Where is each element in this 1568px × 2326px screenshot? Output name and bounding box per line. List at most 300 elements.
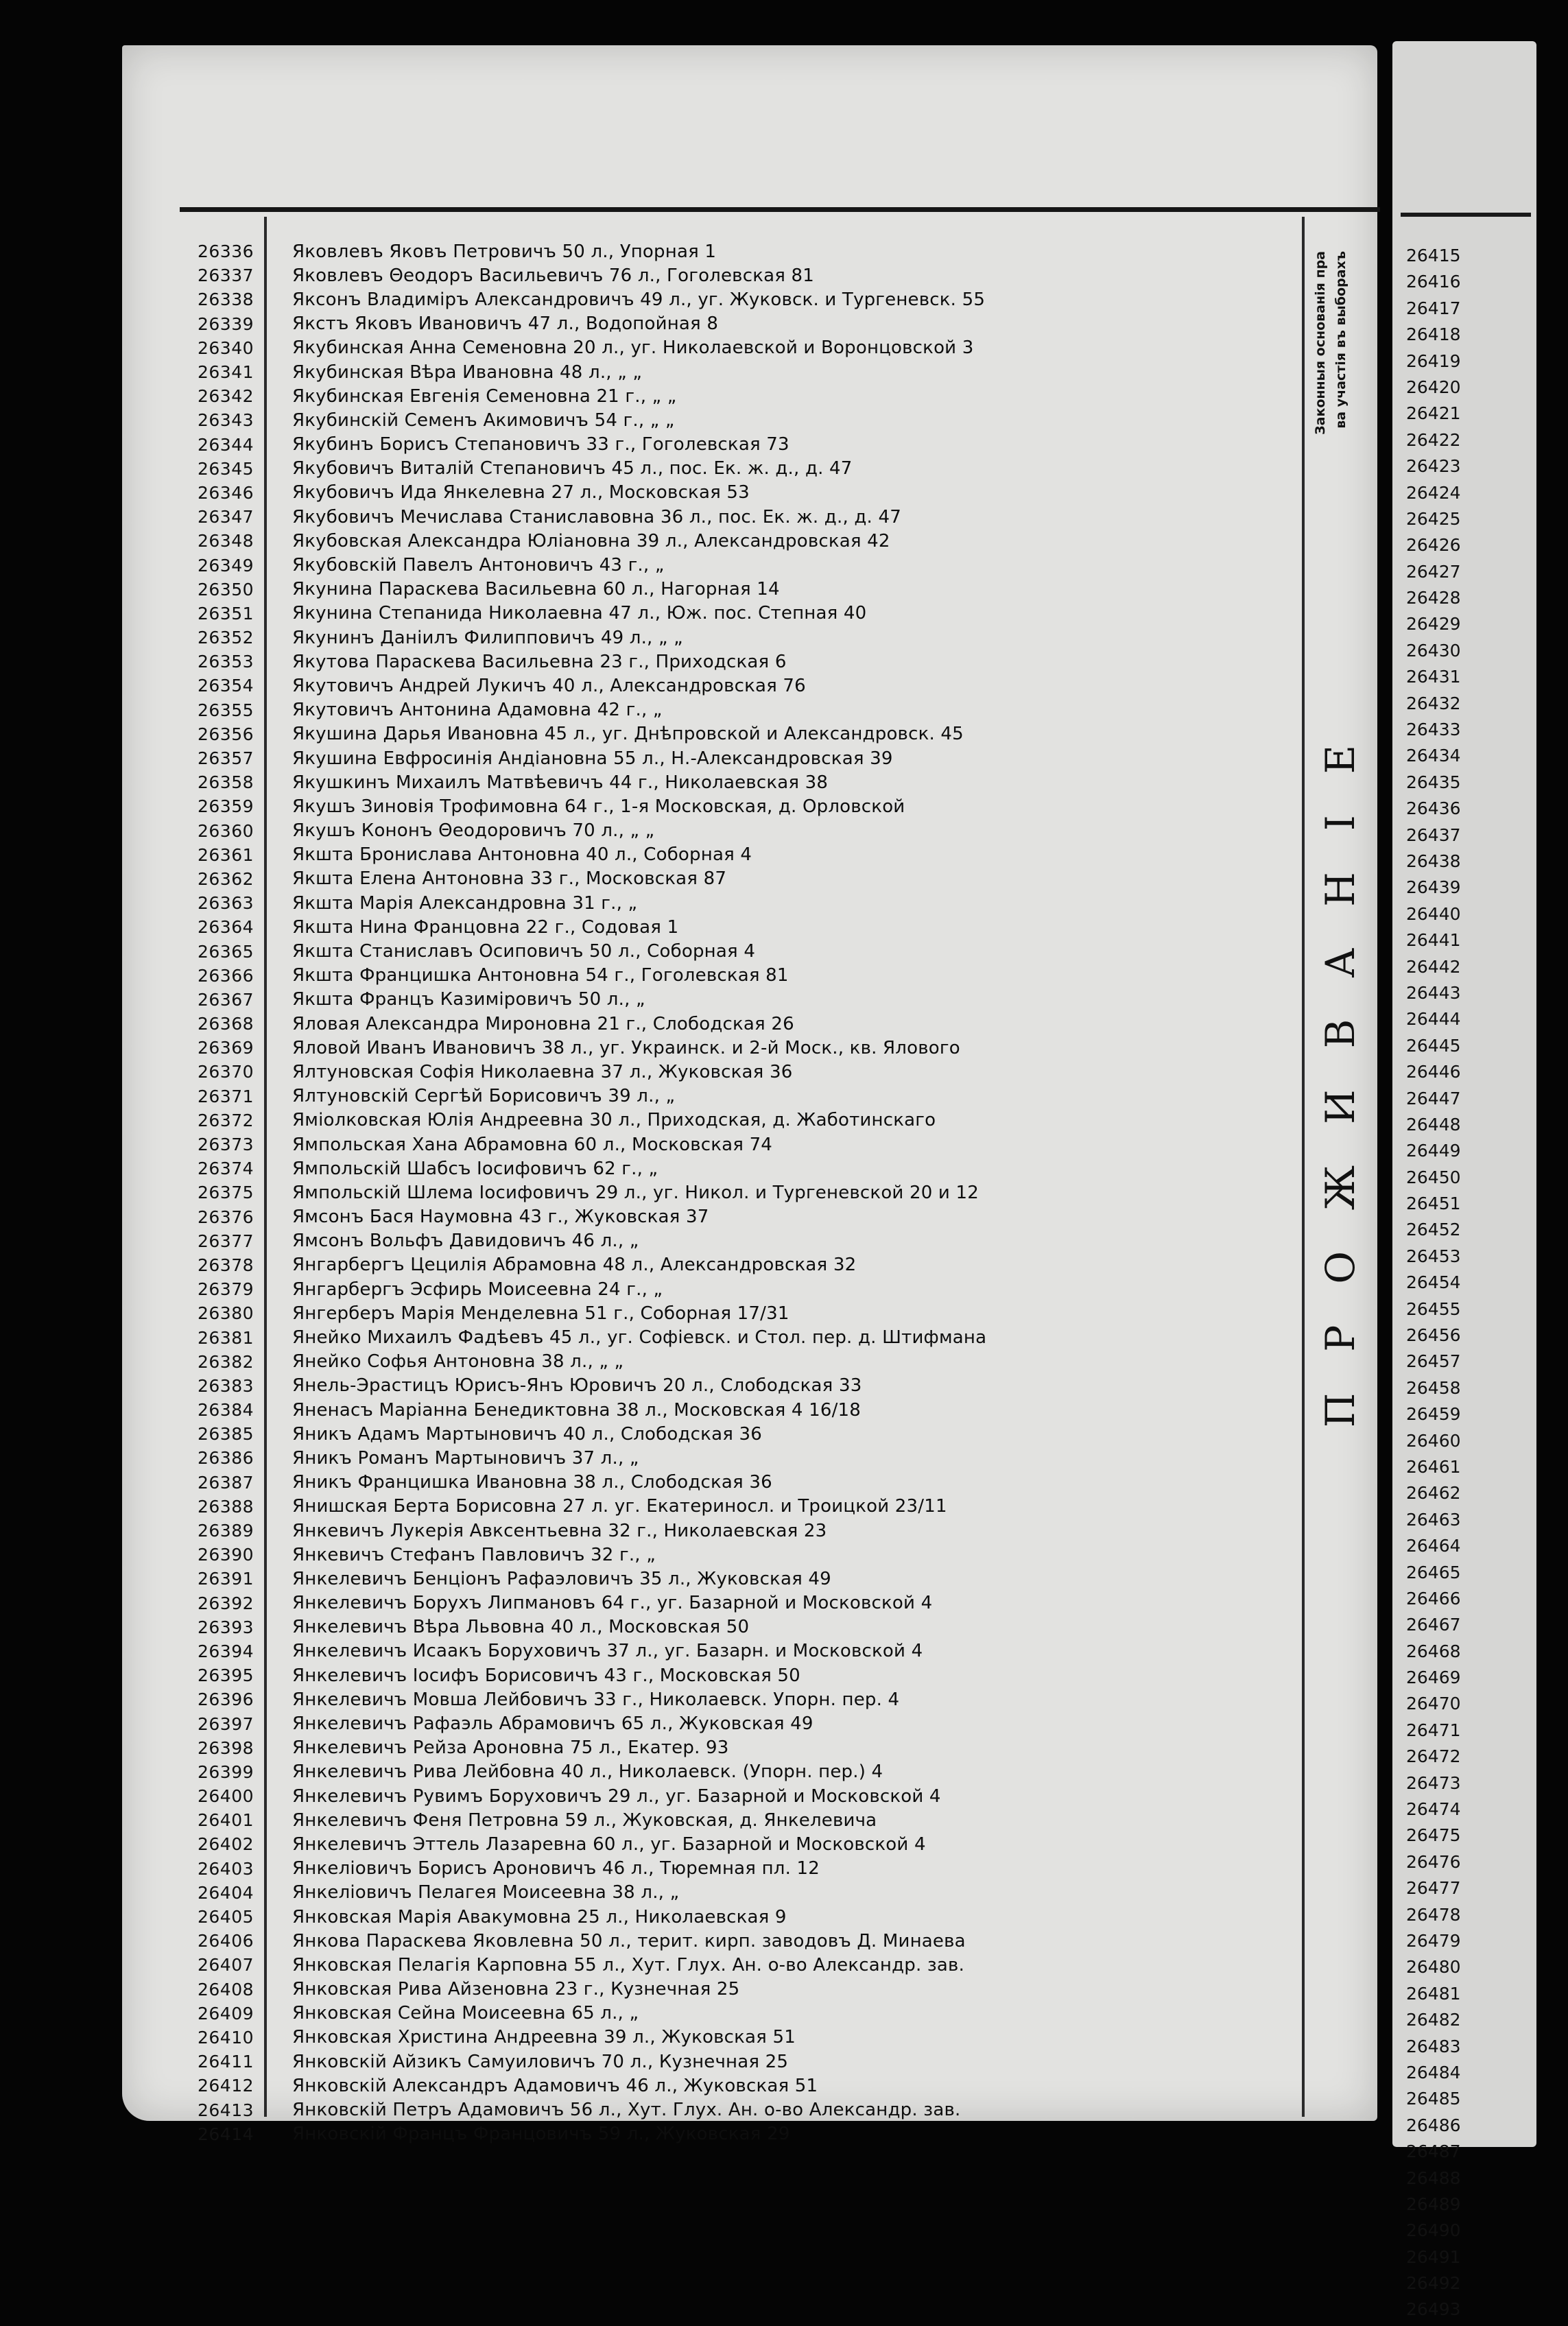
- adjacent-entry-number: 26415: [1406, 246, 1461, 265]
- entry-number: 26352: [198, 628, 254, 648]
- entry-number: 26392: [198, 1593, 254, 1613]
- adjacent-page-rule: [1401, 213, 1531, 217]
- entry-text: Якшта Францъ Казиміровичъ 50 л., „: [292, 989, 645, 1010]
- adjacent-entry-number: 26452: [1406, 1220, 1461, 1240]
- adjacent-entry-number: 26481: [1406, 1983, 1461, 2004]
- entry-text: Янкелевичъ Рафаэль Абрамовичъ 65 л., Жуковская 49: [292, 1713, 813, 1735]
- register-entry: [198, 1180, 1295, 1204]
- entry-text: Янгерберъ Марія Менделевна 51 г., Соборная 17/31: [292, 1303, 789, 1324]
- adjacent-entry-number: 26427: [1406, 561, 1461, 582]
- register-entry: [198, 939, 1295, 963]
- entry-number: 26346: [198, 482, 254, 503]
- register-entry: [198, 1953, 1295, 1977]
- entry-number: 26388: [198, 1496, 254, 1517]
- register-entry: [198, 1857, 1295, 1881]
- register-entry: [198, 891, 1295, 915]
- adjacent-entry-number: 26470: [1406, 1694, 1461, 1714]
- register-entry: [198, 794, 1295, 818]
- entry-text: Янковскій Францъ Францовичъ 59 л., Жуковская 29: [292, 2124, 790, 2145]
- entry-text: Янковскій Петръ Адамовичъ 56 л., Хут. Глух. Ан. о-во Александр. зав.: [292, 2100, 961, 2121]
- entry-number: 26384: [198, 1400, 254, 1421]
- adjacent-entry-number: 26476: [1406, 1851, 1461, 1872]
- entry-number: 26355: [198, 700, 254, 720]
- register-entry: [198, 263, 1295, 287]
- register-entry: [198, 1205, 1295, 1229]
- register-entry: [198, 481, 1295, 505]
- adjacent-entry-number: 26445: [1406, 1035, 1461, 1056]
- entry-text: Янишская Берта Борисовна 27 л. уг. Екатериносл. и Троицкой 23/11: [292, 1496, 947, 1517]
- adjacent-entry-number: 26486: [1406, 2115, 1461, 2135]
- adjacent-entry-number: 26433: [1406, 720, 1461, 740]
- entry-number: 26378: [198, 1255, 254, 1275]
- register-entry: [198, 626, 1295, 650]
- entry-text: Якубовская Александра Юліановна 39 л., Александровская 42: [292, 530, 890, 551]
- entry-number: 26341: [198, 362, 254, 383]
- adjacent-page-numbers: [1406, 246, 1461, 2326]
- adjacent-entry-number: 26490: [1406, 2220, 1461, 2241]
- entry-number: 26411: [198, 2052, 254, 2072]
- entry-text: Якубинъ Борисъ Степановичъ 33 г., Гоголевская 73: [292, 434, 789, 455]
- adjacent-entry-number: 26425: [1406, 508, 1461, 529]
- register-entry: [198, 1132, 1295, 1156]
- entry-text: Якутовичъ Антонина Адамовна 42 г., „: [292, 700, 663, 721]
- register-entry: [198, 505, 1295, 529]
- entry-number: 26339: [198, 313, 254, 334]
- entry-number: 26390: [198, 1545, 254, 1565]
- entry-text: Янкелевичъ Іосифъ Борисовичъ 43 г., Московская 50: [292, 1665, 800, 1686]
- adjacent-entry-number: 26453: [1406, 1246, 1461, 1266]
- adjacent-entry-number: 26491: [1406, 2246, 1461, 2267]
- register-entry: [198, 1156, 1295, 1180]
- adjacent-entry-number: 26485: [1406, 2089, 1461, 2109]
- register-entry: [198, 287, 1295, 311]
- entry-number: 26407: [198, 1955, 254, 1975]
- adjacent-entry-number: 26477: [1406, 1878, 1461, 1899]
- entry-text: Янковская Христина Андреевна 39 л., Жуковская 51: [292, 2027, 796, 2048]
- entry-text: Якушкинъ Михаилъ Матвѣевичъ 44 г., Николаевская 38: [292, 772, 829, 793]
- entry-number: 26406: [198, 1931, 254, 1951]
- adjacent-entry-number: 26493: [1406, 2299, 1461, 2320]
- entry-number: 26357: [198, 748, 254, 769]
- adjacent-entry-number: 26421: [1406, 403, 1461, 424]
- register-entry: [198, 1929, 1295, 1953]
- entry-number: 26361: [198, 844, 254, 865]
- register-entry: [198, 1446, 1295, 1470]
- entry-text: Янкелевичъ Борухъ Липмановъ 64 г., уг. Базарной и Московской 4: [292, 1593, 933, 1614]
- register-entry: [198, 2122, 1295, 2146]
- register-entry: [198, 1374, 1295, 1398]
- entry-text: Янкелевичъ Вѣра Львовна 40 л., Московская 50: [292, 1617, 750, 1638]
- adjacent-entry-number: 26418: [1406, 324, 1461, 345]
- entry-number: 26364: [198, 917, 254, 938]
- entry-text: Якубинская Анна Семеновна 20 л., уг. Николаевской и Воронцовской 3: [292, 337, 974, 359]
- adjacent-entry-number: 26458: [1406, 1377, 1461, 1398]
- entry-number: 26363: [198, 893, 254, 914]
- adjacent-entry-number: 26422: [1406, 429, 1461, 450]
- entry-text: Янкова Параскева Яковлевна 50 л., терит. кирп. заводовъ Д. Минаева: [292, 1930, 966, 1951]
- margin-column-header: [1307, 251, 1364, 539]
- register-entry: [198, 336, 1295, 360]
- adjacent-entry-number: 26479: [1406, 1931, 1461, 1951]
- adjacent-entry-number: 26480: [1406, 1957, 1461, 1978]
- section-title: [1317, 704, 1365, 1774]
- adjacent-entry-number: 26424: [1406, 482, 1461, 503]
- entry-number: 26404: [198, 1882, 254, 1903]
- register-entry: [198, 1905, 1295, 1929]
- entry-text: Яковлевъ Θеодоръ Васильевичъ 76 л., Гоголевская 81: [292, 265, 815, 286]
- entry-number: 26340: [198, 337, 254, 358]
- adjacent-entry-number: 26472: [1406, 1746, 1461, 1767]
- adjacent-entry-number: 26466: [1406, 1588, 1461, 1609]
- adjacent-entry-number: 26444: [1406, 1009, 1461, 1030]
- entry-number: 26345: [198, 458, 254, 479]
- register-entry: [198, 770, 1295, 794]
- entry-number: 26414: [198, 2124, 254, 2144]
- entry-text: Янковская Марія Авакумовна 25 л., Николаевская 9: [292, 1906, 787, 1927]
- entry-number: 26347: [198, 507, 254, 527]
- adjacent-entry-number: 26459: [1406, 1404, 1461, 1425]
- entry-text: Янкевичъ Стефанъ Павловичъ 32 г., „: [292, 1544, 656, 1565]
- entry-text: Яміолковская Юлія Андреевна 30 л., Приходская, д. Жаботинскаго: [292, 1110, 936, 1131]
- adjacent-entry-number: 26417: [1406, 298, 1461, 318]
- adjacent-entry-number: 26426: [1406, 535, 1461, 556]
- adjacent-entry-number: 26450: [1406, 1167, 1461, 1187]
- register-entry: [198, 2074, 1295, 2098]
- entry-number: 26360: [198, 820, 254, 841]
- register-entry: [198, 1639, 1295, 1663]
- entry-number: 26342: [198, 386, 254, 407]
- entry-text: Якубовичъ Ида Янкелевна 27 л., Московская 53: [292, 482, 750, 503]
- entry-text: Якшта Францишка Антоновна 54 г., Гоголевская 81: [292, 965, 789, 986]
- section-title-text: ПРОЖИВАНІЕ: [1317, 704, 1364, 1428]
- register-entry: [198, 1567, 1295, 1591]
- entry-text: Якубинскій Семенъ Акимовичъ 54 г., „ „: [292, 410, 675, 431]
- entry-number: 26400: [198, 1786, 254, 1807]
- adjacent-entry-number: 26482: [1406, 2010, 1461, 2030]
- entry-text: Яловой Иванъ Ивановичъ 38 л., уг. Украинск. и 2-й Моск., кв. Ялового: [292, 1037, 960, 1058]
- adjacent-entry-number: 26469: [1406, 1668, 1461, 1688]
- entry-number: 26380: [198, 1303, 254, 1324]
- adjacent-entry-number: 26488: [1406, 2168, 1461, 2188]
- register-entry: [198, 239, 1295, 263]
- margin-note-line-1: Законныя основанія пра: [1313, 251, 1328, 435]
- entry-text: Яникъ Францишка Ивановна 38 л., Слободская 36: [292, 1472, 772, 1493]
- header-rule: [180, 207, 1380, 212]
- adjacent-entry-number: 26430: [1406, 640, 1461, 661]
- register-entry: [198, 1832, 1295, 1856]
- register-entry: [198, 578, 1295, 602]
- entry-text: Янкелевичъ Рувимъ Боруховичъ 29 л., уг. Базарной и Московской 4: [292, 1785, 941, 1807]
- entry-text: Янкелевичъ Мовша Лейбовичъ 33 г., Николаевск. Упорн. пер. 4: [292, 1689, 900, 1710]
- entry-text: Янкелевичъ Рейза Ароновна 75 л., Екатер. 93: [292, 1737, 729, 1759]
- entry-text: Яникъ Адамъ Мартыновичъ 40 л., Слободская 36: [292, 1423, 762, 1445]
- entry-text: Янковская Пелагія Карповна 55 л., Хут. Глух. Ан. о-во Александр. зав.: [292, 1954, 965, 1975]
- adjacent-entry-number: 26420: [1406, 377, 1461, 397]
- adjacent-entry-number: 26438: [1406, 851, 1461, 871]
- entry-text: Янковская Рива Айзеновна 23 г., Кузнечная 25: [292, 1979, 740, 2000]
- entry-text: Яковлевъ Яковъ Петровичъ 50 л., Упорная 1: [292, 241, 717, 262]
- register-entry: [198, 2050, 1295, 2074]
- entry-number: 26396: [198, 1689, 254, 1710]
- register-entry: [198, 1543, 1295, 1567]
- register-entry: [198, 650, 1295, 674]
- register-entry: [198, 553, 1295, 577]
- entry-number: 26402: [198, 1834, 254, 1855]
- entry-text: Якутова Параскева Васильевна 23 г., Приходская 6: [292, 651, 787, 672]
- register-entry: [198, 1808, 1295, 1832]
- adjacent-entry-number: 26432: [1406, 693, 1461, 713]
- adjacent-entry-number: 26428: [1406, 588, 1461, 608]
- entry-number: 26350: [198, 579, 254, 600]
- adjacent-entry-number: 26455: [1406, 1298, 1461, 1319]
- register-entry: [198, 1711, 1295, 1735]
- adjacent-entry-number: 26441: [1406, 930, 1461, 951]
- adjacent-entry-number: 26429: [1406, 614, 1461, 634]
- register-entry: [198, 1301, 1295, 1325]
- entry-number: 26412: [198, 2076, 254, 2096]
- entry-text: Якунина Параскева Васильевна 60 л., Нагорная 14: [292, 579, 780, 600]
- entry-text: Янкевичъ Лукерія Авксентьевна 32 г., Николаевская 23: [292, 1520, 827, 1541]
- entry-text: Янковскій Айзикъ Самуиловичъ 70 л., Кузнечная 25: [292, 2051, 789, 2072]
- entry-text: Ямпольская Хана Абрамовна 60 л., Московская 74: [292, 1134, 773, 1155]
- entry-number: 26369: [198, 1038, 254, 1058]
- entry-text: Янгарбергъ Цецилія Абрамовна 48 л., Александровская 32: [292, 1255, 857, 1276]
- entry-number: 26348: [198, 531, 254, 551]
- register-entry: [198, 433, 1295, 457]
- entry-text: Яловая Александра Мироновна 21 г., Слободская 26: [292, 1013, 794, 1034]
- entry-text: Якушина Дарья Ивановна 45 л., уг. Днѣпровской и Александровск. 45: [292, 724, 964, 745]
- register-entry: [198, 529, 1295, 553]
- entry-number: 26372: [198, 1110, 254, 1130]
- entry-text: Якубовскій Павелъ Антоновичъ 43 г., „: [292, 555, 665, 576]
- entry-number: 26401: [198, 1810, 254, 1831]
- entry-text: Якшта Елена Антоновна 33 г., Московская 87: [292, 868, 727, 890]
- adjacent-entry-number: 26442: [1406, 956, 1461, 977]
- register-entry: [198, 698, 1295, 722]
- entry-number: 26359: [198, 796, 254, 817]
- entry-number: 26349: [198, 555, 254, 575]
- register-entry: [198, 1350, 1295, 1374]
- entry-number: 26371: [198, 1086, 254, 1106]
- entry-text: Ялтуновская Софія Николаевна 37 л., Жуковская 36: [292, 1061, 793, 1082]
- register-entry: [198, 1060, 1295, 1084]
- entry-number: 26368: [198, 1014, 254, 1034]
- entry-number: 26395: [198, 1665, 254, 1686]
- margin-note-line-2: ва участія въ выборахъ: [1333, 251, 1349, 429]
- entry-text: Янгарбергъ Эсфирь Моисеевна 24 г., „: [292, 1279, 663, 1300]
- register-entry: [198, 1591, 1295, 1615]
- adjacent-entry-number: 26484: [1406, 2062, 1461, 2082]
- register-entry: [198, 360, 1295, 384]
- adjacent-entry-number: 26423: [1406, 456, 1461, 477]
- register-entry: [198, 1422, 1295, 1446]
- entry-number: 26377: [198, 1231, 254, 1251]
- register-entry: [198, 722, 1295, 746]
- entry-text: Янкелевичъ Феня Петровна 59 л., Жуковская, д. Янкелевича: [292, 1809, 877, 1831]
- adjacent-entry-number: 26440: [1406, 903, 1461, 924]
- adjacent-entry-number: 26416: [1406, 272, 1461, 292]
- adjacent-entry-number: 26451: [1406, 1194, 1461, 1214]
- entry-number: 26397: [198, 1713, 254, 1734]
- register-entry: [198, 1663, 1295, 1687]
- entry-text: Якубинская Вѣра Ивановна 48 л., „ „: [292, 361, 643, 383]
- entry-text: Ямсонъ Бася Наумовна 43 г., Жуковская 37: [292, 1207, 709, 1228]
- entry-number: 26383: [198, 1375, 254, 1396]
- adjacent-entry-number: 26473: [1406, 1772, 1461, 1793]
- entry-text: Янейко Михаилъ Фадѣевъ 45 л., уг. Софіевск. и Стол. пер. д. Штифмана: [292, 1327, 987, 1349]
- entry-number: 26343: [198, 410, 254, 431]
- adjacent-entry-number: 26492: [1406, 2273, 1461, 2294]
- entry-text: Якунинъ Даніилъ Филипповичъ 49 л., „ „: [292, 627, 683, 648]
- entry-text: Янкеліовичъ Пелагея Моисеевна 38 л., „: [292, 1882, 680, 1903]
- adjacent-entry-number: 26468: [1406, 1641, 1461, 1661]
- entry-text: Янковскій Александръ Адамовичъ 46 л., Жуковская 51: [292, 2075, 818, 2096]
- entry-text: Янкелевичъ Эттель Лазаревна 60 л., уг. Базарной и Московской 4: [292, 1833, 926, 1855]
- entry-text: Ямпольскій Шабсъ Іосифовичъ 62 г., „: [292, 1158, 658, 1179]
- entry-text: Якстъ Яковъ Ивановичъ 47 л., Водопойная 8: [292, 313, 719, 335]
- register-entry: [198, 988, 1295, 1012]
- entry-text: Янковская Сейна Моисеевна 65 л., „: [292, 2003, 639, 2024]
- entry-text: Ямпольскій Шлема Іосифовичъ 29 л., уг. Никол. и Тургеневской 20 и 12: [292, 1182, 979, 1203]
- entry-number: 26344: [198, 434, 254, 455]
- register-entry: [198, 408, 1295, 432]
- entry-number: 26374: [198, 1159, 254, 1179]
- entry-text: Яненасъ Маріанна Бенедиктовна 38 л., Московская 4 16/18: [292, 1399, 862, 1421]
- register-entry: [198, 2098, 1295, 2122]
- entry-text: Янкеліовичъ Борисъ Ароновичъ 46 л., Тюремная пл. 12: [292, 1858, 820, 1879]
- register-entry: [198, 2002, 1295, 2026]
- register-entry: [198, 843, 1295, 867]
- entry-text: Янкелевичъ Бенціонъ Рафаэловичъ 35 л., Жуковская 49: [292, 1568, 831, 1589]
- entry-number: 26386: [198, 1448, 254, 1469]
- entry-number: 26375: [198, 1183, 254, 1203]
- register-entry: [198, 1253, 1295, 1277]
- entry-number: 26365: [198, 941, 254, 962]
- entry-text: Якушина Евфросинія Андіановна 55 л., Н.-Александровская 39: [292, 748, 893, 769]
- entry-number: 26381: [198, 1327, 254, 1348]
- adjacent-entry-number: 26449: [1406, 1141, 1461, 1161]
- entry-text: Якубовичъ Мечислава Станиславовна 36 л., пос. Ек. ж. д., д. 47: [292, 506, 901, 527]
- entry-number: 26376: [198, 1207, 254, 1227]
- register-entry: [198, 384, 1295, 408]
- margin-column-rule: [1302, 217, 1305, 2117]
- entry-number: 26354: [198, 676, 254, 696]
- entry-number: 26409: [198, 2003, 254, 2024]
- entry-number: 26391: [198, 1569, 254, 1589]
- entry-text: Якутовичъ Андрей Лукичъ 40 л., Александровская 76: [292, 675, 806, 696]
- adjacent-entry-number: 26448: [1406, 1114, 1461, 1135]
- register-entry: [198, 1325, 1295, 1349]
- register-entry: [198, 819, 1295, 843]
- adjacent-entry-number: 26474: [1406, 1799, 1461, 1820]
- register-entry: [198, 1881, 1295, 1905]
- register-entry: [198, 1615, 1295, 1639]
- register-entry: [198, 1036, 1295, 1060]
- adjacent-entry-number: 26443: [1406, 982, 1461, 1003]
- entry-number: 26385: [198, 1424, 254, 1445]
- register-entry: [198, 1108, 1295, 1132]
- adjacent-entry-number: 26467: [1406, 1615, 1461, 1635]
- entry-text: Янель-Эрастицъ Юрисъ-Янъ Юровичъ 20 л., Слободская 33: [292, 1375, 862, 1397]
- entry-text: Якшта Марія Александровна 31 г., „: [292, 892, 638, 914]
- entry-number: 26362: [198, 868, 254, 889]
- entry-number: 26389: [198, 1521, 254, 1541]
- entry-number: 26413: [198, 2100, 254, 2120]
- register-entry: [198, 602, 1295, 626]
- entry-number: 26379: [198, 1279, 254, 1300]
- adjacent-entry-number: 26419: [1406, 351, 1461, 371]
- adjacent-entry-number: 26431: [1406, 667, 1461, 687]
- adjacent-entry-number: 26489: [1406, 2194, 1461, 2214]
- adjacent-entry-number: 26487: [1406, 2141, 1461, 2162]
- register-entry: [198, 1398, 1295, 1422]
- entry-number: 26338: [198, 289, 254, 310]
- adjacent-entry-number: 26454: [1406, 1272, 1461, 1293]
- entry-number: 26408: [198, 1979, 254, 1999]
- register-entry: [198, 1760, 1295, 1784]
- register-entry: [198, 1519, 1295, 1543]
- entry-number: 26367: [198, 989, 254, 1010]
- entry-number: 26382: [198, 1351, 254, 1372]
- register-entry: [198, 312, 1295, 336]
- entry-number: 26398: [198, 1737, 254, 1758]
- adjacent-entry-number: 26434: [1406, 746, 1461, 766]
- entry-number: 26373: [198, 1135, 254, 1155]
- entry-number: 26405: [198, 1907, 254, 1927]
- entry-number: 26399: [198, 1761, 254, 1782]
- register-page: [122, 45, 1377, 2145]
- adjacent-entry-number: 26483: [1406, 2036, 1461, 2056]
- register-entry: [198, 2026, 1295, 2050]
- adjacent-entry-number: 26457: [1406, 1351, 1461, 1372]
- register-entry: [198, 867, 1295, 891]
- entries-list: [198, 239, 1295, 2146]
- register-entry: [198, 1012, 1295, 1036]
- entry-number: 26370: [198, 1062, 254, 1082]
- adjacent-entry-number: 26471: [1406, 1720, 1461, 1740]
- entry-number: 26337: [198, 265, 254, 286]
- adjacent-entry-number: 26456: [1406, 1325, 1461, 1346]
- adjacent-entry-number: 26447: [1406, 1088, 1461, 1108]
- register-entry: [198, 964, 1295, 988]
- adjacent-entry-number: 26460: [1406, 1430, 1461, 1451]
- adjacent-entry-number: 26463: [1406, 1509, 1461, 1530]
- entry-text: Якшта Бронислава Антоновна 40 л., Соборная 4: [292, 844, 752, 866]
- adjacent-entry-number: 26446: [1406, 1062, 1461, 1082]
- register-entry: [198, 457, 1295, 481]
- register-entry: [198, 1784, 1295, 1808]
- entry-text: Яникъ Романъ Мартыновичъ 37 л., „: [292, 1447, 639, 1469]
- entry-text: Янкелевичъ Рива Лейбовна 40 л., Николаевск. (Упорн. пер.) 4: [292, 1761, 883, 1783]
- entry-number: 26356: [198, 724, 254, 744]
- entry-text: Янкелевичъ Исаакъ Боруховичъ 37 л., уг. Базарн. и Московской 4: [292, 1641, 923, 1662]
- entry-number: 26351: [198, 603, 254, 624]
- entry-number: 26403: [198, 1858, 254, 1879]
- adjacent-entry-number: 26478: [1406, 1904, 1461, 1925]
- entry-text: Якшта Станиславъ Осиповичъ 50 л., Соборная 4: [292, 941, 756, 962]
- adjacent-entry-number: 26464: [1406, 1536, 1461, 1556]
- adjacent-entry-number: 26436: [1406, 798, 1461, 819]
- adjacent-entry-number: 26439: [1406, 877, 1461, 898]
- entry-number: 26387: [198, 1472, 254, 1493]
- register-entry: [198, 1277, 1295, 1301]
- entry-number: 26393: [198, 1617, 254, 1637]
- entry-number: 26410: [198, 2027, 254, 2048]
- entry-number: 26358: [198, 772, 254, 793]
- register-entry: [198, 915, 1295, 939]
- entry-text: Яксонъ Владиміръ Александровичъ 49 л., уг. Жуковск. и Тургеневск. 55: [292, 289, 986, 310]
- adjacent-entry-number: 26461: [1406, 1456, 1461, 1477]
